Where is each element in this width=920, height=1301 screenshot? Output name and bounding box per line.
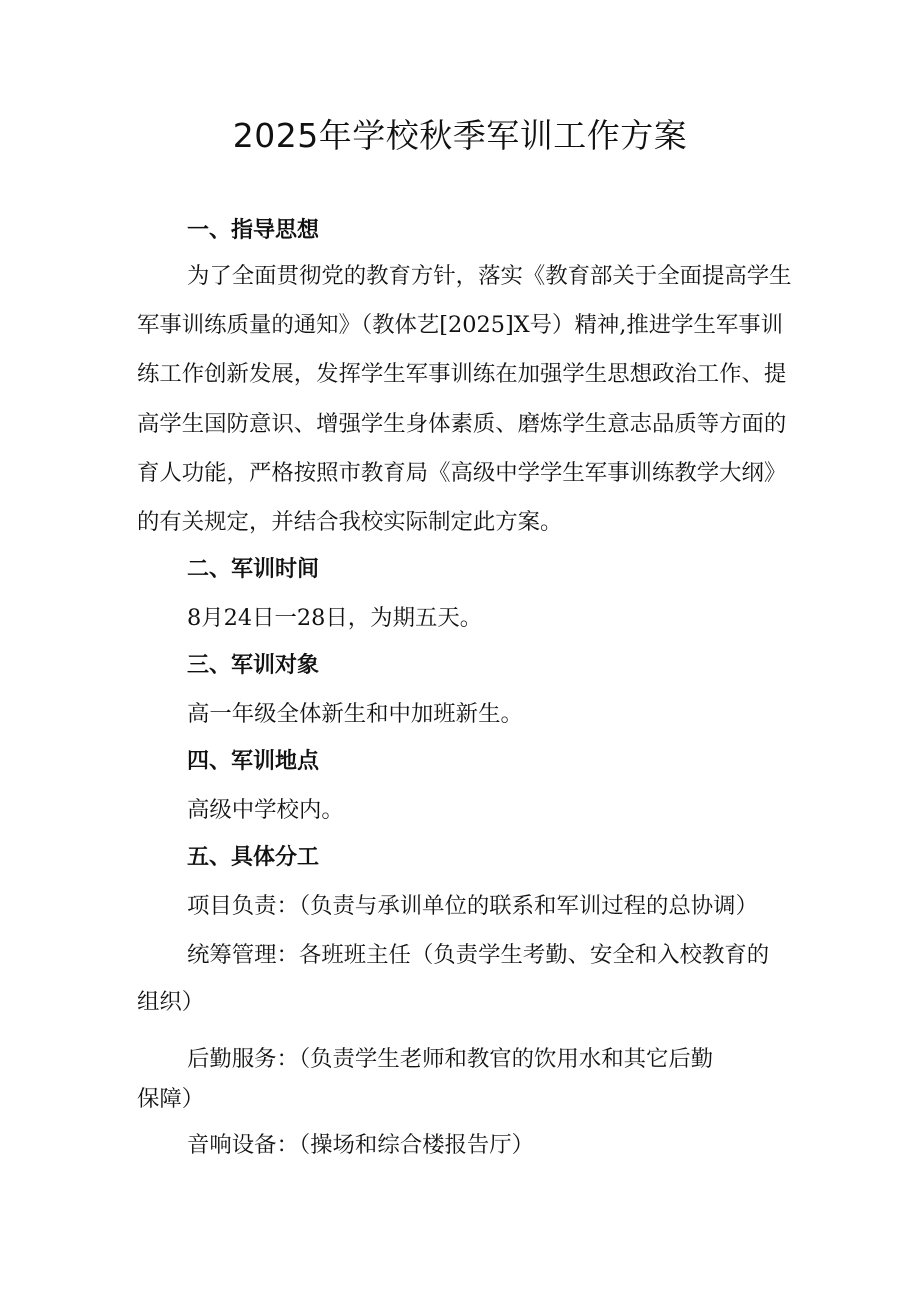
section-heading-training-target: 三、军训对象 xyxy=(187,653,320,678)
section-body-guiding-ideology: 为了全面贯彻党的教育方针，落实《教育部关于全面提高学生军事训练质量的通知》（教体艺[2025]X号）精神,推进学生军事训练工作创新发展，发挥学生军事训练在加强学生思想政治工作、提高学生国防意识、增强学生身体素质、磨炼学生意志品质等方面的育人功能，严格按照市教育局《高级中学学生军事训练教学大纲》的有关规定，并结合我校实际制定此方案。 xyxy=(137,263,792,536)
work-item-logistics-line2: 保障） xyxy=(137,1086,205,1112)
section-heading-training-location: 四、军训地点 xyxy=(187,749,320,774)
section-body-training-target: 高一年级全体新生和中加班新生。 xyxy=(187,701,523,727)
section-body-training-location: 高级中学校内。 xyxy=(187,797,344,823)
work-item-coordination-line2: 组织） xyxy=(137,989,205,1015)
section-heading-training-time: 二、军训时间 xyxy=(187,557,320,582)
section-heading-guiding-ideology: 一、指导思想 xyxy=(187,218,320,243)
document-title: 2025年学校秋季军训工作方案 xyxy=(232,116,688,155)
work-item-audio-equipment: 音响设备：（操场和综合楼报告厅） xyxy=(187,1132,535,1158)
work-item-project-lead: 项目负责：（负责与承训单位的联系和军训过程的总协调） xyxy=(187,893,758,919)
work-item-coordination-line1: 统筹管理：各班班主任（负责学生考勤、安全和入校教育的 xyxy=(187,942,770,968)
work-item-logistics-line1: 后勤服务：（负责学生老师和教官的饮用水和其它后勤 xyxy=(187,1046,714,1072)
section-body-training-time: 8月24日一28日，为期五天。 xyxy=(187,605,483,631)
section-heading-division-of-work: 五、具体分工 xyxy=(187,845,320,870)
